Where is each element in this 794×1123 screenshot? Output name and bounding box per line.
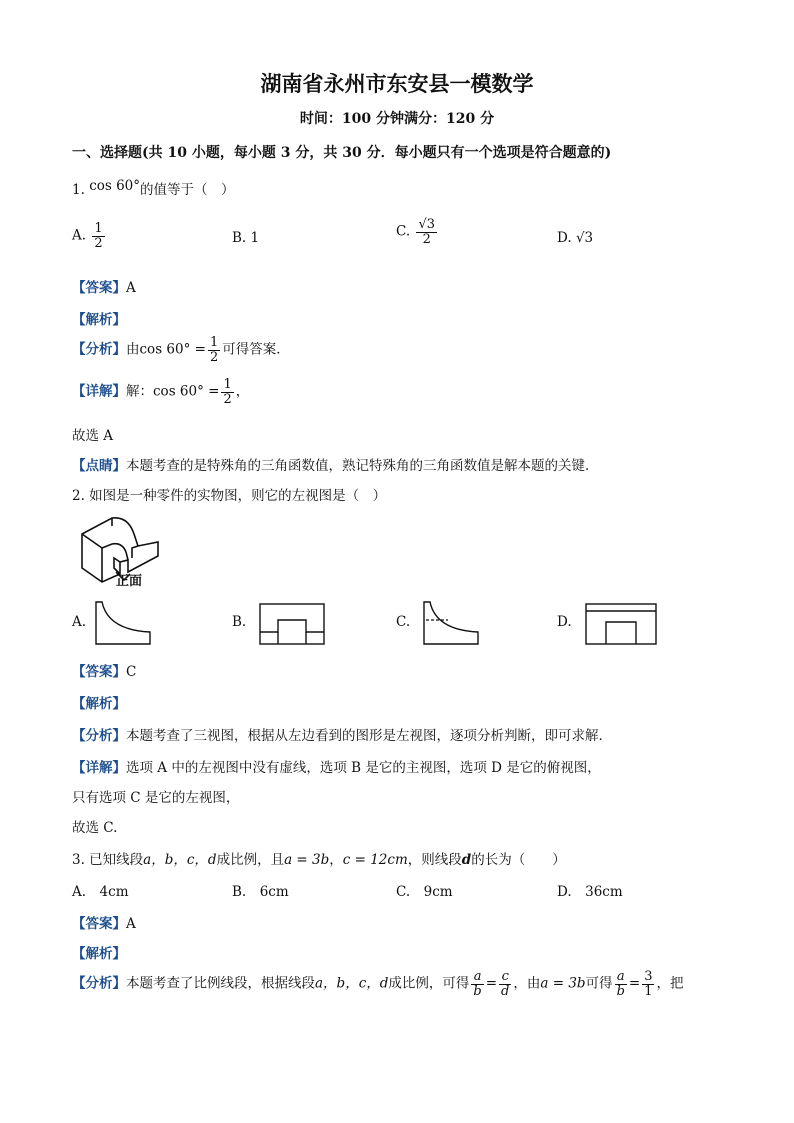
fraction: $\frac{√3}{2}$ (418, 217, 435, 247)
option-b-label: B. (232, 614, 247, 630)
cos-expression: cos 60° (89, 178, 141, 194)
option-d: D. √3 (557, 230, 594, 246)
fenxi-1: 【分析】由cos 60° = $\frac{1}{2}$ 可得答案． (72, 335, 290, 365)
fraction: $\frac{1}{2}$ (94, 221, 103, 251)
fenxi-3: 【分析】本题考查了比例线段，根据线段a，b，c，d成比例，可得 $\frac{a}{b}$ = $\frac{c}{d}$ ，由a = 3b可得 $\frac{a}{b}$ = $\frac{3}{1}$ ，把 (72, 969, 684, 999)
xiangjie-2: 【详解】选项 A 中的左视图中没有虚线，选项 B 是它的主视图，选项 D 是它的俯视图， (72, 760, 601, 776)
front-label: 正面 (116, 574, 143, 589)
analysis-3: 【解析】 (72, 946, 126, 962)
option-a: A. $\frac{1}{2}$ (72, 221, 103, 251)
option-a: A. 4cm (72, 884, 129, 900)
exam-info: 时间：100 分钟满分：120 分 (299, 111, 495, 127)
question-2-stem: 2. 如图是一种零件的实物图，则它的左视图是（ ） (72, 488, 387, 504)
section-heading: 一、选择题(共 10 小题，每小题 3 分，共 30 分．每小题只有一个选项是符合题意的) (72, 145, 612, 161)
choose-2: 故选 C. (72, 820, 118, 836)
fenxi-2: 【分析】本题考查了三视图，根据从左边看到的图形是左视图，逐项分析判断，即可求解． (72, 728, 612, 744)
option-b-figure (258, 602, 328, 648)
question-number: 1. (72, 182, 85, 198)
dianjing-1: 【点睛】本题考查的是特殊角的三角函数值，熟记特殊角的三角函数值是解本题的关键． (72, 458, 599, 474)
option-a-label: A. (72, 614, 87, 630)
xiangjie-1: 【详解】解：cos 60° = $\frac{1}{2}$ ， (72, 377, 250, 407)
page-title: 湖南省永州市东安县一模数学 (260, 71, 534, 96)
option-b: B. 6cm (232, 884, 289, 900)
xiangjie-2-cont: 只有选项 C 是它的左视图， (72, 790, 240, 806)
question-text: 的值等于（ ） (140, 182, 235, 198)
option-b: B. 1 (232, 230, 260, 246)
analysis-2: 【解析】 (72, 696, 126, 712)
option-c: C. 9cm (396, 884, 453, 900)
option-c: C. $\frac{√3}{2}$ (396, 217, 435, 247)
choose-1: 故选 A (72, 428, 114, 444)
option-c-label: C. (396, 614, 411, 630)
answer-2: 【答案】C (72, 664, 137, 680)
option-d-figure (584, 602, 660, 648)
question-1-stem (72, 178, 235, 198)
option-d: D. 36cm (557, 884, 623, 900)
option-a-figure (94, 600, 154, 650)
question-3-stem: 3. 已知线段a，b，c，d成比例，且a = 3b，c = 12cm，则线段d的长为（ ） (72, 852, 566, 868)
answer-1: 【答案】A (72, 280, 136, 296)
analysis-1: 【解析】 (72, 312, 126, 328)
option-d-label: D. (557, 614, 572, 630)
option-c-figure (422, 600, 482, 650)
answer-3: 【答案】A (72, 916, 136, 932)
